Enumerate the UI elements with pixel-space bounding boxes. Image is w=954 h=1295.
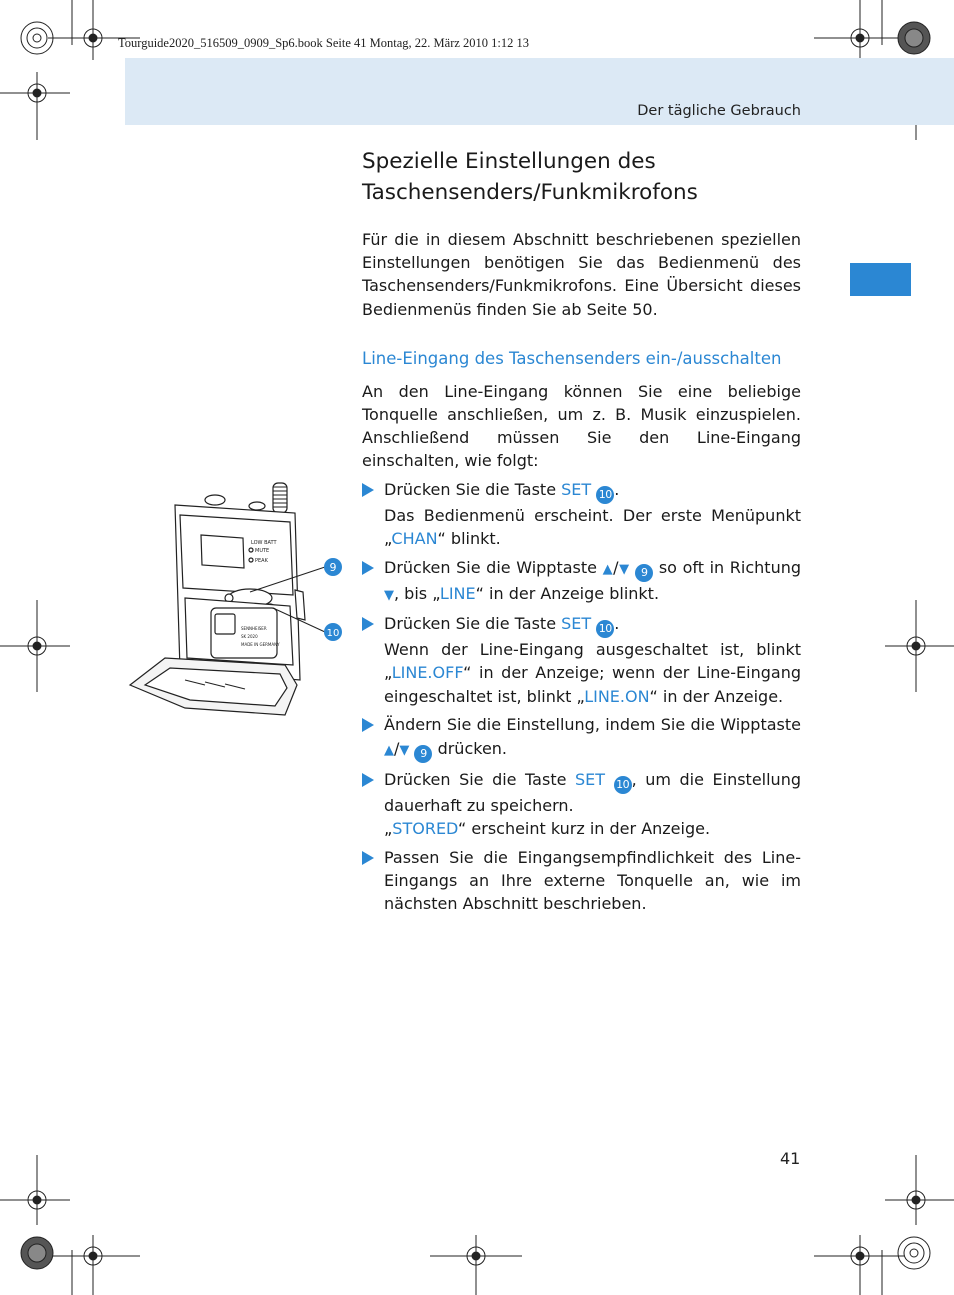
step-arrow-icon — [362, 483, 374, 497]
svg-text:SK 2020: SK 2020 — [241, 634, 258, 639]
step-6: Passen Sie die Eingangsempfindlichkeit des Line-Eingangs an Ihre externe Tonquelle an, wie im nächsten Abschnitt beschrieben. — [362, 846, 801, 916]
step-1: Drücken Sie die Taste SET 10 . Das Bedienmenü erscheint. Der erste Menüpunkt „CHAN“ blinkt. — [362, 478, 801, 550]
svg-text:MUTE: MUTE — [255, 548, 270, 554]
step-arrow-icon — [362, 851, 374, 865]
intro-paragraph: Für die in diesem Abschnitt beschriebenen speziellen Einstellungen benötigen Sie das Bedienmenü des Taschensenders/Funkmikrofons. Eine Übersicht dieses Bedienmenüs finden Sie ab Seite 50. — [362, 230, 801, 319]
svg-text:SENNHEISER: SENNHEISER — [241, 626, 267, 631]
down-arrow-icon: ▼ — [399, 742, 410, 758]
step-arrow-icon — [362, 617, 374, 631]
step-4: Ändern Sie die Einstellung, indem Sie die Wipptaste ▲/▼ 9 drücken. — [362, 713, 801, 762]
step-2: Drücken Sie die Wipptaste ▲/▼ 9 so oft in Richtung ▼, bis „LINE“ in der Anzeige blinkt. — [362, 556, 801, 607]
page-title: Spezielle Einstellungen des Taschensenders/Funkmikrofons — [362, 149, 698, 205]
step-3: Drücken Sie die Taste SET 10 . Wenn der Line-Eingang ausgeschaltet ist, blinkt „LINE.OFF“ in der Anzeige; wenn der Line-Eingang eingeschaltet ist, blinkt „LINE.ON“ in der Anzeige. — [362, 612, 801, 708]
callout-10: 10 — [326, 628, 340, 639]
bodypack-transmitter-illustration — [125, 480, 350, 725]
down-arrow-icon: ▼ — [384, 587, 394, 603]
running-header: Der tägliche Gebrauch — [637, 103, 801, 119]
subsection-heading: Line-Eingang des Taschensenders ein-/ausschalten — [362, 348, 782, 368]
callout-9: 9 — [329, 561, 337, 574]
step-arrow-icon — [362, 561, 374, 575]
svg-text:PEAK: PEAK — [255, 558, 268, 564]
step-5: Drücken Sie die Taste SET 10 , um die Einstellung dauerhaft zu speichern. „STORED“ erscheint kurz in der Anzeige. — [362, 768, 801, 840]
header-band — [125, 58, 954, 125]
main-content — [362, 146, 801, 921]
down-arrow-icon: ▼ — [618, 561, 630, 577]
up-arrow-icon: ▲ — [384, 742, 394, 758]
step-arrow-icon — [362, 773, 374, 787]
print-slug: Tourguide2020_516509_0909_Sp6.book Seite 41 Montag, 22. März 2010 1:12 13 — [118, 36, 530, 50]
instruction-steps — [362, 478, 801, 916]
svg-text:LOW BATT: LOW BATT — [251, 540, 277, 546]
subsection-intro: An den Line-Eingang können Sie eine beliebige Tonquelle anschließen, um z. B. Musik einzuspielen. Anschließend müssen Sie den Line-Eingang einschalten, wie folgt: — [362, 381, 801, 471]
chapter-tab — [850, 263, 911, 296]
page-number: 41 — [780, 1149, 801, 1168]
step-arrow-icon — [362, 718, 374, 732]
svg-text:MADE IN GERMANY: MADE IN GERMANY — [241, 642, 280, 647]
up-arrow-icon: ▲ — [602, 561, 614, 577]
